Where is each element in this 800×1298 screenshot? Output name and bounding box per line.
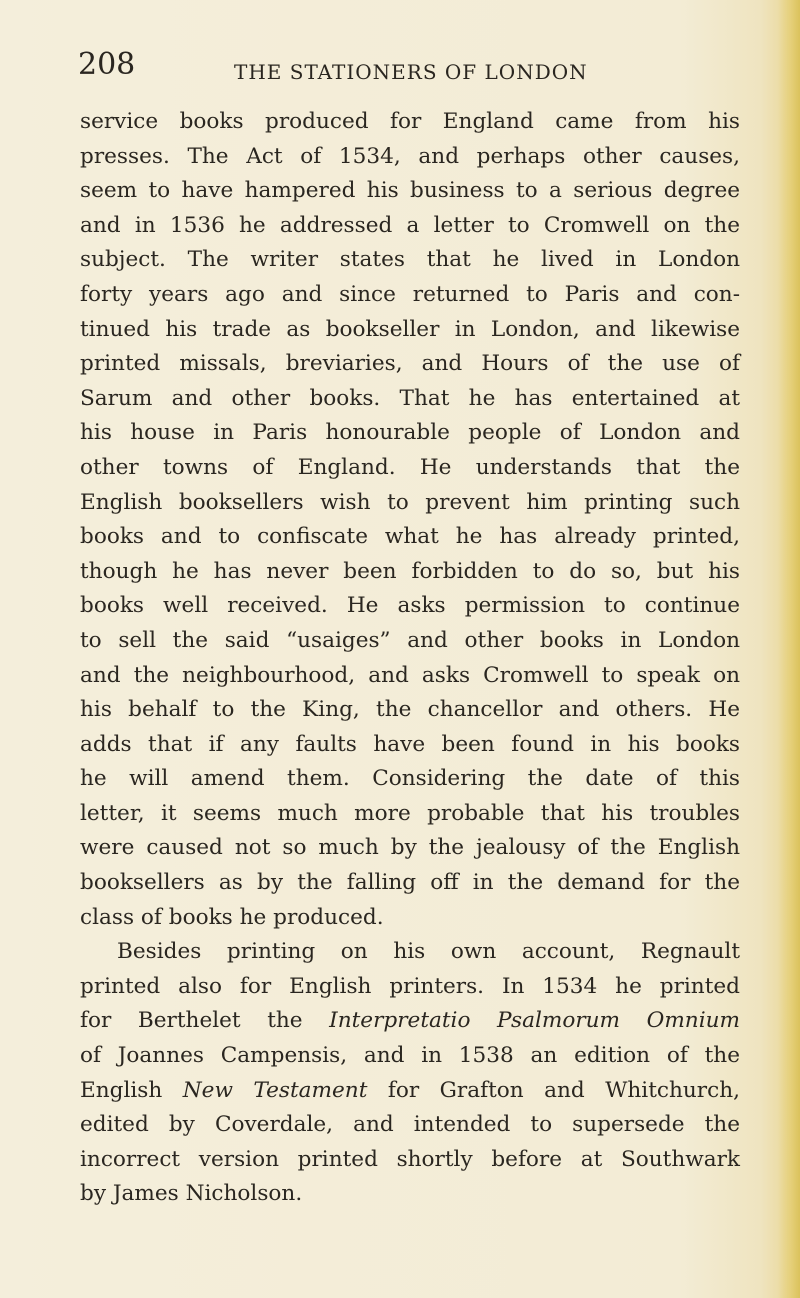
- page-number: 208: [78, 47, 136, 82]
- text-line: books well received. He asks permission to continue: [80, 593, 740, 619]
- text-line: adds that if any faults have been found in his books: [80, 731, 740, 757]
- text-line: incorrect version printed shortly before at Southwark: [80, 1146, 740, 1172]
- text-line: tinued his trade as bookseller in London, and likewise: [80, 316, 740, 342]
- text-line: forty years ago and since returned to Paris and con-: [80, 281, 740, 307]
- text-line: edited by Coverdale, and intended to supersede the: [80, 1112, 740, 1138]
- paragraph-end-line: by James Nicholson.: [80, 1181, 303, 1207]
- text-line: books and to confiscate what he has already printed,: [80, 524, 740, 550]
- text-line: his behalf to the King, the chancellor and others. He: [80, 697, 740, 723]
- text-line: letter, it seems much more probable that his troubles: [80, 800, 740, 826]
- text-line: printed also for English printers. In 1534 he printed: [80, 973, 740, 999]
- text-line: and the neighbourhood, and asks Cromwell to speak on: [80, 662, 740, 688]
- text-line: subject. The writer states that he lived in London: [80, 247, 740, 273]
- text-line: were caused not so much by the jealousy of the English: [80, 835, 740, 861]
- text-line: presses. The Act of 1534, and perhaps other causes,: [80, 143, 740, 169]
- italic-title: Interpretatio Psalmorum Omnium: [329, 1008, 741, 1034]
- text-line: [80, 1074, 740, 1109]
- body-text: [80, 105, 740, 1212]
- paragraph-start-line: Besides printing on his own account, Regnault: [117, 939, 740, 965]
- running-head: [78, 47, 738, 90]
- text-line: booksellers as by the falling off in the demand for the: [80, 870, 740, 896]
- page-edge: [778, 0, 800, 1298]
- text-line: Sarum and other books. That he has entertained at: [80, 385, 740, 411]
- text-line: and in 1536 he addressed a letter to Cromwell on the: [80, 212, 740, 238]
- text-line: seem to have hampered his business to a serious degree: [80, 178, 740, 204]
- text-segment: for Berthelet the: [80, 1008, 330, 1034]
- text-line: of Joannes Campensis, and in 1538 an edition of the: [80, 1043, 740, 1069]
- text-line: English booksellers wish to prevent him printing such: [80, 489, 740, 515]
- text-segment: for Grafton and Whitchurch,: [367, 1077, 740, 1103]
- text-line: other towns of England. He understands that the: [80, 454, 740, 480]
- paragraph-end-line: class of books he produced.: [80, 904, 384, 930]
- italic-title: New Testament: [182, 1077, 368, 1103]
- text-segment: English: [80, 1077, 183, 1103]
- text-line: printed missals, breviaries, and Hours of the use of: [80, 351, 740, 377]
- text-line: service books produced for England came from his: [80, 109, 740, 134]
- text-line: he will amend them. Considering the date of this: [80, 766, 740, 792]
- text-line: [80, 1004, 740, 1039]
- text-line: his house in Paris honourable people of London and: [80, 420, 740, 446]
- running-title: THE STATIONERS OF LONDON: [234, 60, 588, 84]
- text-line: though he has never been forbidden to do so, but his: [80, 558, 740, 584]
- text-line: to sell the said “usaiges” and other books in London: [80, 627, 740, 653]
